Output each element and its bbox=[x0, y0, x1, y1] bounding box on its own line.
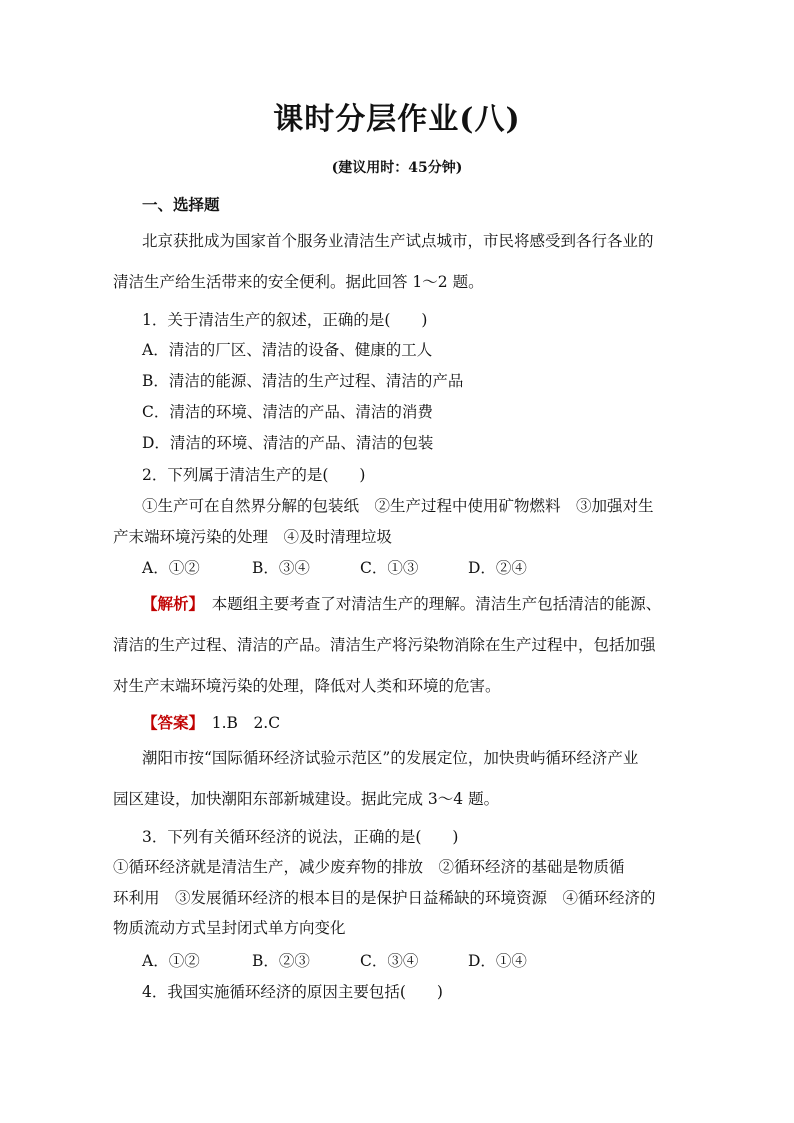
analysis-line1 bbox=[142, 594, 661, 614]
passage2-line2: 园区建设，加快潮阳东部新城建设。据此完成 3～4 题。 bbox=[113, 790, 500, 808]
answer-label: 【答案】 bbox=[142, 713, 197, 732]
q2-option-d: D．②④ bbox=[468, 559, 527, 577]
q3-items-line2: 环利用 ③发展循环经济的根本目的是保护日益稀缺的环境资源 ④循环经济的 bbox=[113, 889, 656, 907]
q1-stem: 1．关于清洁生产的叙述，正确的是( ) bbox=[142, 311, 428, 329]
time-hint: (建议用时：45分钟) bbox=[331, 160, 463, 176]
q3-items-line3: 物质流动方式呈封闭式单方向变化 bbox=[113, 919, 346, 937]
q1-option-c: C．清洁的环境、清洁的产品、清洁的消费 bbox=[142, 403, 433, 421]
q2-option-a: A．①② bbox=[142, 559, 200, 577]
q1-option-b: B．清洁的能源、清洁的生产过程、清洁的产品 bbox=[142, 372, 464, 390]
q2-items-line2: 产末端环境污染的处理 ④及时清理垃圾 bbox=[113, 528, 393, 546]
section-heading: 一、选择题 bbox=[142, 195, 220, 214]
q2-option-b: B．③④ bbox=[252, 559, 310, 577]
q2-option-c: C．①③ bbox=[360, 559, 419, 577]
passage1-line2: 清洁生产给生活带来的安全便利。据此回答 1～2 题。 bbox=[113, 273, 484, 291]
q1-option-d: D．清洁的环境、清洁的产品、清洁的包装 bbox=[142, 434, 434, 452]
answer-line bbox=[142, 713, 280, 733]
q4-stem: 4．我国实施循环经济的原因主要包括( ) bbox=[142, 983, 443, 1001]
q3-option-a: A．①② bbox=[142, 952, 200, 970]
q3-option-b: B．②③ bbox=[252, 952, 310, 970]
analysis-label: 【解析】 bbox=[142, 594, 197, 613]
passage2-line1: 潮阳市按“国际循环经济试验示范区”的发展定位，加快贵屿循环经济产业 bbox=[142, 749, 639, 767]
q2-items-line1: ①生产可在自然界分解的包装纸 ②生产过程中使用矿物燃料 ③加强对生 bbox=[142, 497, 654, 515]
q3-option-c: C．③④ bbox=[360, 952, 419, 970]
analysis-line2: 清洁的生产过程、清洁的产品。清洁生产将污染物消除在生产过程中，包括加强 bbox=[113, 636, 656, 654]
page-title: 课时分层作业(八) bbox=[273, 102, 521, 137]
analysis-line3: 对生产末端环境污染的处理，降低对人类和环境的危害。 bbox=[113, 677, 501, 695]
q3-items-line1: ①循环经济就是清洁生产，减少废弃物的排放 ②循环经济的基础是物质循 bbox=[113, 858, 625, 876]
q3-option-d: D．①④ bbox=[468, 952, 527, 970]
q2-stem: 2．下列属于清洁生产的是( ) bbox=[142, 466, 366, 484]
q1-option-a: A．清洁的厂区、清洁的设备、健康的工人 bbox=[142, 341, 433, 359]
q3-stem: 3．下列有关循环经济的说法，正确的是( ) bbox=[142, 828, 459, 846]
passage1-line1: 北京获批成为国家首个服务业清洁生产试点城市，市民将感受到各行各业的 bbox=[142, 232, 654, 250]
analysis-text-1: 本题组主要考查了对清洁生产的理解。清洁生产包括清洁的能源、 bbox=[196, 595, 662, 613]
answer-text: 1.B 2.C bbox=[196, 714, 281, 732]
